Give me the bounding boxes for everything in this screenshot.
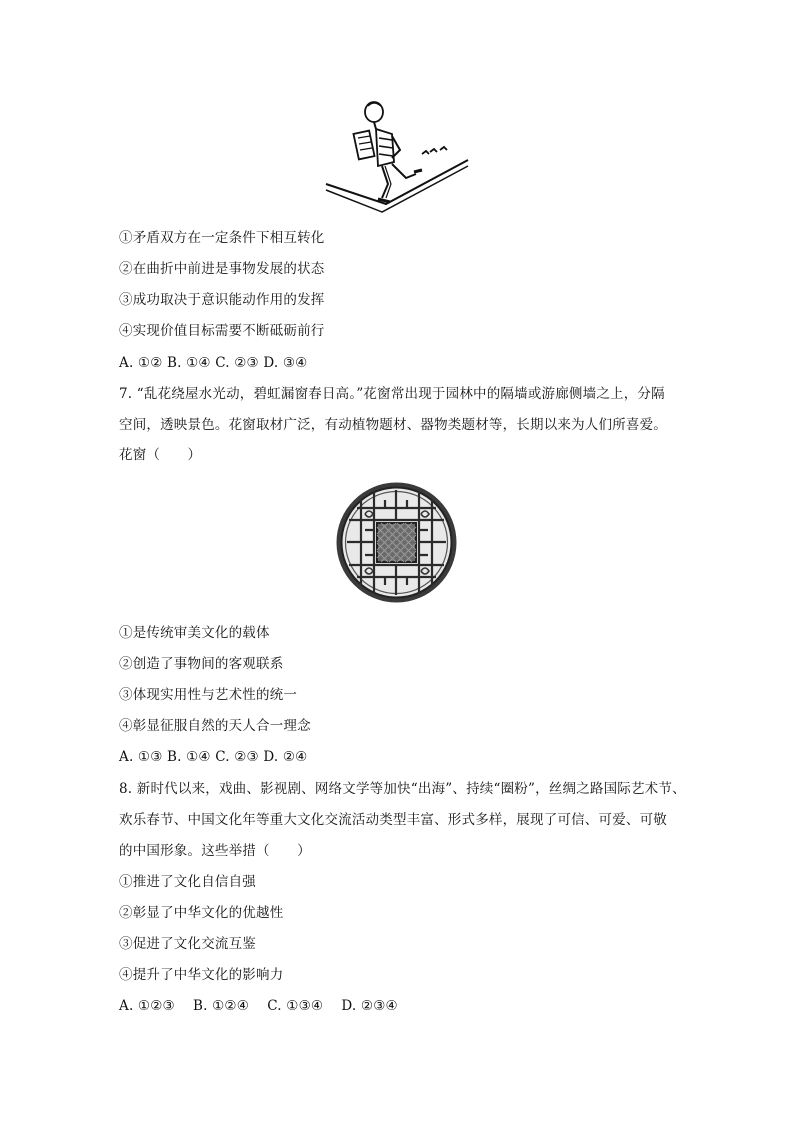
q8-stem-line-2: 欢乐春节、中国文化年等重大文化交流活动类型丰富、形式多样，展现了可信、可爱、可敬 — [119, 812, 667, 828]
q7-stem-line-3: 花窗（ ） — [119, 447, 202, 463]
q8-answer-choices: A. ①②③ B. ①②④ C. ①③④ D. ②③④ — [119, 998, 398, 1014]
q7-option-2: ②创造了事物间的客观联系 — [119, 656, 284, 672]
q8-option-4: ④提升了中华文化的影响力 — [119, 967, 284, 983]
q7-stem-line-2: 空间，透映景色。花窗取材广泛，有动植物题材、器物类题材等，长期以来为人们所喜爱。 — [119, 417, 667, 433]
q6-option-4: ④实现价值目标需要不断砥砺前行 — [119, 323, 325, 339]
q7-stem-line-1: 7. “乱花绕屋水光动，碧虹漏窗春日高。”花窗常出现于园林中的隔墙或游廊侧墙之上，分隔 — [119, 386, 665, 402]
q7-option-4: ④彰显征服自然的天人合一理念 — [119, 718, 311, 734]
q6-answer-choices: A. ①② B. ①④ C. ②③ D. ③④ — [119, 355, 308, 371]
q8-option-1: ①推进了文化自信自强 — [119, 874, 256, 890]
q7-option-1: ①是传统审美文化的载体 — [119, 625, 270, 641]
q7-option-3: ③体现实用性与艺术性的统一 — [119, 687, 298, 703]
q8-stem-line-1: 8. 新时代以来，戏曲、影视剧、网络文学等加快“出海”、持续“圈粉”，丝绸之路国际艺术节、 — [119, 781, 686, 797]
tightrope-walker-illustration — [322, 98, 472, 218]
q6-option-1: ①矛盾双方在一定条件下相互转化 — [119, 230, 325, 246]
q6-option-3: ③成功取决于意识能动作用的发挥 — [119, 292, 325, 308]
lattice-window-image — [335, 480, 458, 605]
q8-option-3: ③促进了文化交流互鉴 — [119, 936, 256, 952]
q6-option-2: ②在曲折中前进是事物发展的状态 — [119, 261, 325, 277]
q8-option-2: ②彰显了中华文化的优越性 — [119, 905, 284, 921]
q7-answer-choices: A. ①③ B. ①④ C. ②③ D. ②④ — [119, 749, 308, 765]
q8-stem-line-3: 的中国形象。这些举措（ ） — [119, 843, 311, 859]
